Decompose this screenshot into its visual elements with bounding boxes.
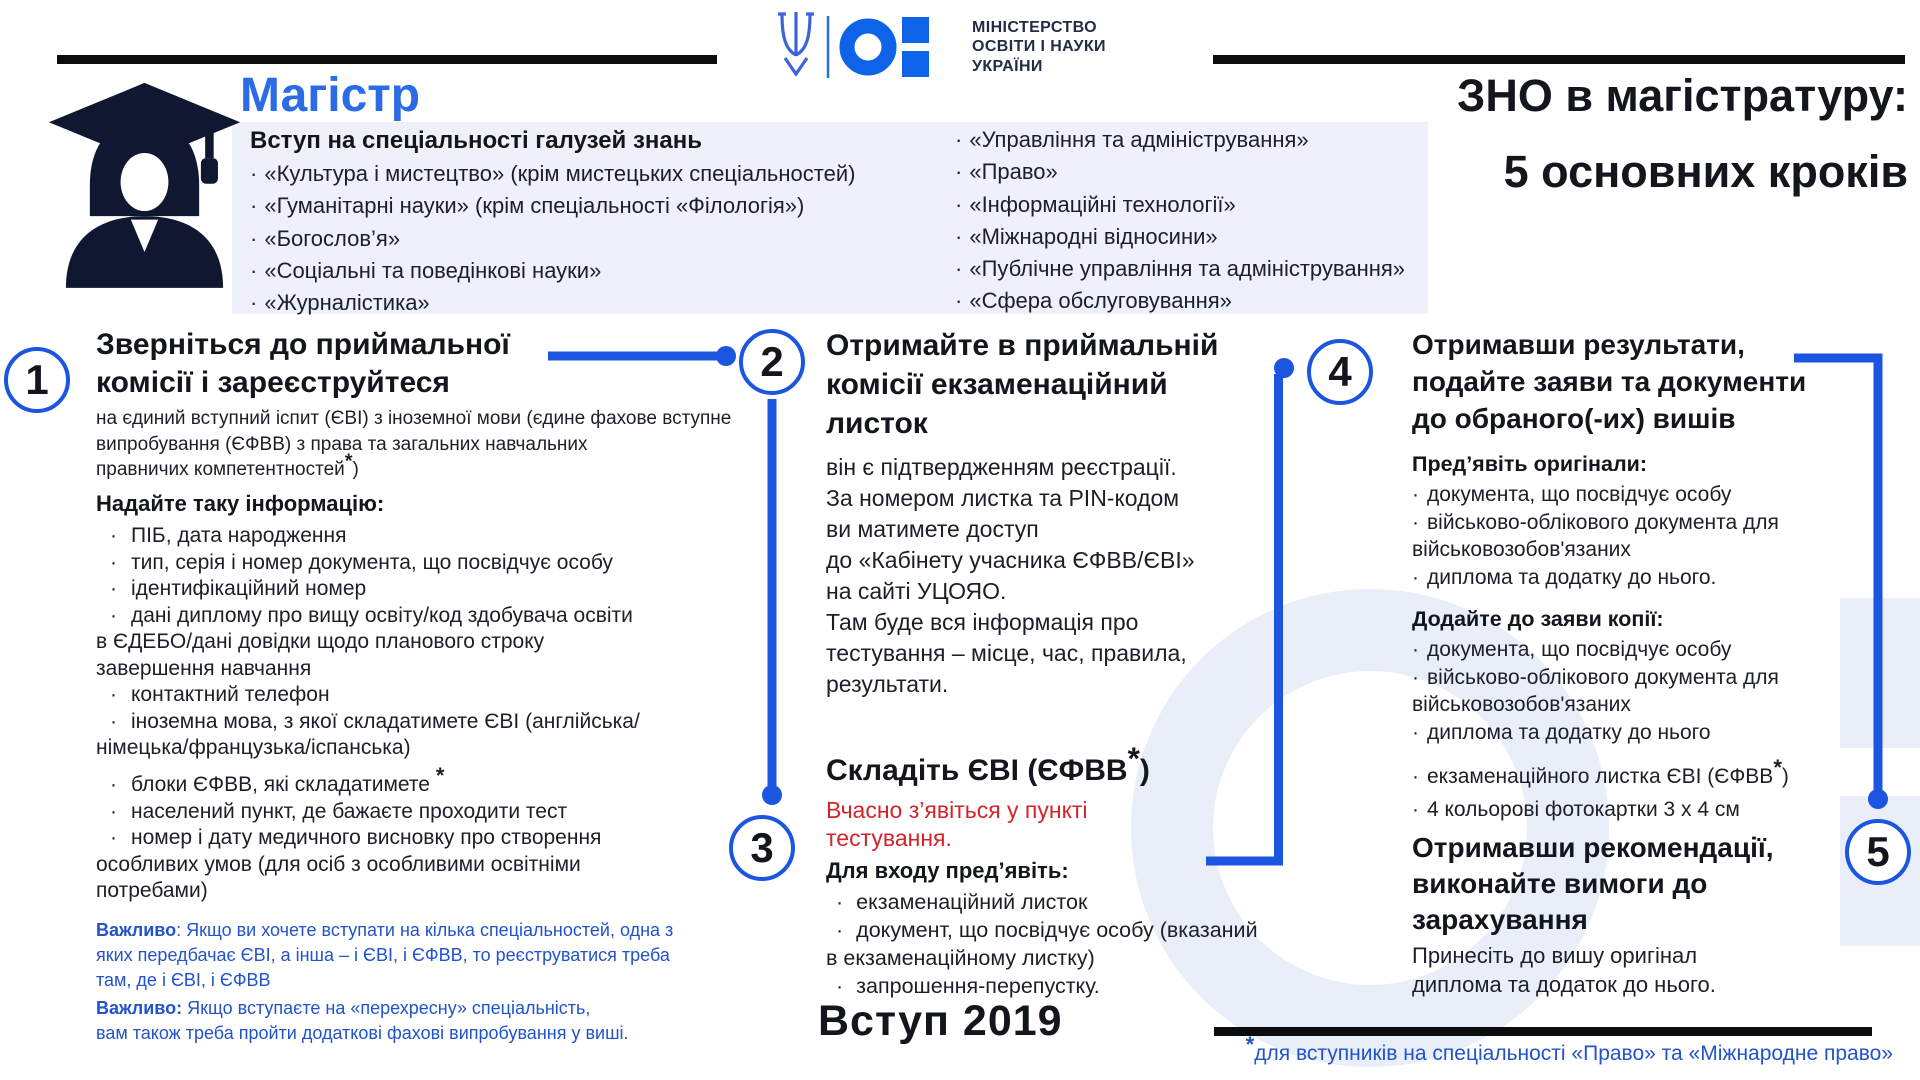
text-line: Вчасно з’явіться у пункті <box>826 797 1088 823</box>
list-item: · контактний телефон <box>110 683 330 706</box>
text-line: ЗНО в магістратуру: <box>1457 70 1908 121</box>
bullet-icon: · <box>836 918 844 942</box>
bullet-icon: · <box>1412 665 1419 689</box>
list-item: · військово-облікового документа для військовозобов'язаних <box>1412 665 1779 716</box>
step-number: 5 <box>1866 828 1890 875</box>
text-line: результати. <box>826 671 949 697</box>
bullet-icon: · <box>110 773 117 796</box>
text-line: диплома та додаток до нього. <box>1412 972 1716 997</box>
text-line: Там буде вся інформація про <box>826 609 1139 635</box>
bullet-icon: · <box>955 127 963 152</box>
trident-and-mon-logo-icon <box>770 8 960 86</box>
text-line: ви матимете доступ <box>826 516 1039 542</box>
degree-title: Магістр <box>240 69 421 122</box>
step4-title <box>1412 326 1892 437</box>
step-number: 3 <box>750 824 774 871</box>
list-item: · номер і дату медичного висновку про створення особливих умов (для осіб з особливими освітніми потребами) <box>96 826 602 902</box>
list-item: · екзаменаційного листка ЄВІ (ЄФВВ*) <box>1412 755 1789 788</box>
footnote: *для вступників на спеціальності «Право» та «Міжнародне право» <box>1245 1032 1893 1065</box>
step2-body <box>826 452 1266 700</box>
bullet-icon: · <box>110 709 117 733</box>
text-line: 5 основних кроків <box>1503 146 1908 197</box>
list-item: · документа, що посвідчує особу <box>1412 483 1732 506</box>
vstup-2019-label: Вступ 2019 <box>818 997 1063 1045</box>
list-item: · іноземна мова, з якої складатимете ЄВІ (англійська/німецька/французька/іспанська) <box>96 709 640 759</box>
step3-title: Складіть ЄВІ (ЄФВВ*) <box>826 740 1150 787</box>
list-item: · дані диплому про вищу освіту/код здобувача освіти в ЄДЕБО/дані довідки щодо планового строку завершення навчання <box>96 603 633 680</box>
text-line: тестування. <box>826 825 952 851</box>
step1-info-heading: Надайте таку інформацію: <box>96 491 385 516</box>
text-line: УКРАЇНИ <box>972 57 1043 75</box>
list-item: · «Управління та адміністрування» <box>955 127 1309 152</box>
bullet-icon: · <box>110 799 117 823</box>
text-line: на сайті УЦОЯО. <box>826 578 1007 604</box>
bullet-icon: · <box>250 290 258 316</box>
text-line: Отримавши результати, <box>1412 329 1745 360</box>
text-line: вам також треба пройти додаткові фахові випробування у виші. <box>96 1023 629 1043</box>
step-circle-1 <box>4 347 70 413</box>
text-line: зарахування <box>1412 904 1588 935</box>
bullet-icon: · <box>955 159 963 185</box>
bullet-icon: · <box>110 683 117 706</box>
bullet-icon: · <box>110 826 117 849</box>
list-item: · населений пункт, де бажаєте проходити тест <box>110 799 568 823</box>
text-line: випробування (ЄФВВ) з права та загальних навчальних <box>96 433 588 455</box>
step1-important-note-1 <box>96 918 736 993</box>
list-item: · «Інформаційні технології» <box>955 191 1236 217</box>
bullet-icon: · <box>1412 765 1419 788</box>
bullet-icon: · <box>1412 483 1419 506</box>
bullet-icon: · <box>1412 638 1419 661</box>
list-item: · «Богослов’я» <box>250 225 401 251</box>
text-line: ОСВІТИ І НАУКИ <box>972 38 1106 56</box>
bullet-icon: · <box>250 257 258 283</box>
step4-originals-heading: Пред’явіть оригінали: <box>1412 452 1648 476</box>
list-item: · ідентифікаційний номер <box>110 577 367 600</box>
step1-title <box>96 326 510 402</box>
text-line: тестування – місце, час, правила, <box>826 640 1187 666</box>
bullet-icon: · <box>250 193 258 219</box>
step-circle-3 <box>729 815 795 881</box>
bullet-icon: · <box>836 974 844 998</box>
bullet-icon: · <box>955 223 963 249</box>
list-item: · «Гуманітарні науки» (крім спеціальності «Філологія») <box>250 193 805 219</box>
step4-copies-list <box>1412 636 1817 746</box>
bullet-icon: · <box>1412 720 1419 744</box>
step-circle-4 <box>1307 339 1373 405</box>
bullet-icon: · <box>110 550 117 574</box>
text-line: МІНІСТЕРСТВО <box>972 18 1097 36</box>
text-line: Важливо: Якщо вступаєте на «перехресну» спеціальність, <box>96 998 591 1018</box>
step-number: 2 <box>760 338 784 385</box>
step2-title <box>826 326 1266 443</box>
list-item: · екзаменаційний листок <box>836 890 1088 914</box>
list-item: · «Сфера обслуговування» <box>955 288 1232 314</box>
step1-info-list-2 <box>96 763 641 905</box>
bullet-icon: · <box>110 524 117 547</box>
step4-originals-list <box>1412 481 1817 591</box>
step1-info-list <box>96 523 641 762</box>
bullet-icon: · <box>250 161 258 186</box>
step4-copies-heading: Додайте до заяви копії: <box>1412 607 1664 631</box>
list-item: · «Право» <box>955 159 1058 185</box>
text-line: Отримайте в приймальній <box>826 329 1219 362</box>
list-item: · «Соціальні та поведінкові науки» <box>250 257 602 283</box>
list-item: · ПІБ, дата народження <box>110 524 347 547</box>
list-item: · диплома та додатку до нього. <box>1412 565 1717 589</box>
step3-enter-list <box>826 888 1266 1000</box>
text-line: Принесіть до вишу оригінал <box>1412 943 1698 968</box>
text-line: до «Кабінету учасника ЄФВВ/ЄВІ» <box>826 547 1195 573</box>
bullet-icon: · <box>836 890 844 914</box>
text-line: правничих компетентностей*) <box>96 450 359 480</box>
specialties-heading: Вступ на спеціальності галузей знань <box>250 127 703 154</box>
bullet-icon: · <box>1412 565 1419 589</box>
text-line: комісії і зареєструйтеся <box>96 366 450 399</box>
text-line: листок <box>826 407 928 440</box>
step3-warning <box>826 796 1088 852</box>
bullet-icon: · <box>110 603 117 627</box>
list-item: · «Культура і мистецтво» (крім мистецьких спеціальностей) <box>250 161 856 186</box>
step-circle-5 <box>1845 819 1911 885</box>
step4-copies-extra-list <box>1412 755 1842 826</box>
bullet-icon: · <box>110 577 117 600</box>
list-item: · документа, що посвідчує особу <box>1412 638 1732 661</box>
step-circle-2 <box>739 329 805 395</box>
text-line: комісії екзаменаційний <box>826 368 1168 401</box>
text-line: виконайте вимоги до <box>1412 868 1708 899</box>
list-item: · 4 кольорові фотокартки 3 х 4 см <box>1412 798 1740 821</box>
text-line: Важливо: Якщо ви хочете вступати на кілька спеціальностей, одна з <box>96 920 674 940</box>
specialties-list-left <box>250 158 970 319</box>
step1-intro <box>96 406 796 483</box>
text-line: подайте заяви та документи <box>1412 366 1807 397</box>
list-item: · військово-облікового документа для військовозобов'язаних <box>1412 510 1779 561</box>
list-item: · диплома та додатку до нього <box>1412 720 1711 744</box>
text-line: він є підтвердженням реєстрації. <box>826 454 1177 480</box>
step1-important-note-2 <box>96 996 736 1046</box>
text-line: За номером листка та PIN-кодом <box>826 485 1180 511</box>
step-number: 4 <box>1328 348 1352 395</box>
bottom-right-rule <box>1214 1027 1872 1036</box>
list-item: · тип, серія і номер документа, що посвідчує особу <box>110 550 613 574</box>
list-item: · блоки ЄФВВ, які складатимете * <box>110 763 445 796</box>
bullet-icon: · <box>955 256 963 282</box>
specialties-list-right <box>955 124 1430 318</box>
list-item: · «Міжнародні відносини» <box>955 223 1218 249</box>
bullet-icon: · <box>1412 510 1419 534</box>
step5-title <box>1412 830 1842 938</box>
bullet-icon: · <box>250 225 258 251</box>
bullet-icon: · <box>955 191 963 217</box>
text-line: яких передбачає ЄВІ, а інша – і ЄВІ, і ЄФВВ, то реєструватися треба <box>96 945 670 965</box>
graduate-icon <box>42 76 247 288</box>
ministry-logo <box>770 8 1106 86</box>
ministry-name <box>972 18 1106 77</box>
text-line: Отримавши рекомендації, <box>1412 832 1774 863</box>
list-item: · «Журналістика» <box>250 290 430 316</box>
text-line: до обраного(-их) вишів <box>1412 403 1736 434</box>
bullet-icon: · <box>955 288 963 314</box>
bullet-icon: · <box>1412 798 1419 821</box>
step3-enter-heading: Для входу пред’явіть: <box>826 858 1069 883</box>
list-item: · запрошення-перепустку. <box>836 974 1100 998</box>
list-item: · «Публічне управління та адміністрування» <box>955 256 1406 282</box>
list-item: · документ, що посвідчує особу (вказаний в екзаменаційному листку) <box>826 918 1258 970</box>
text-line: там, де і ЄВІ, і ЄФВВ <box>96 970 271 990</box>
text-line: Зверніться до приймальної <box>96 328 510 361</box>
step-number: 1 <box>25 356 49 403</box>
top-left-rule <box>57 55 717 64</box>
text-line: на єдиний вступний іспит (ЄВІ) з іноземної мови (єдине фахове вступне <box>96 408 732 429</box>
step5-body <box>1412 941 1716 999</box>
